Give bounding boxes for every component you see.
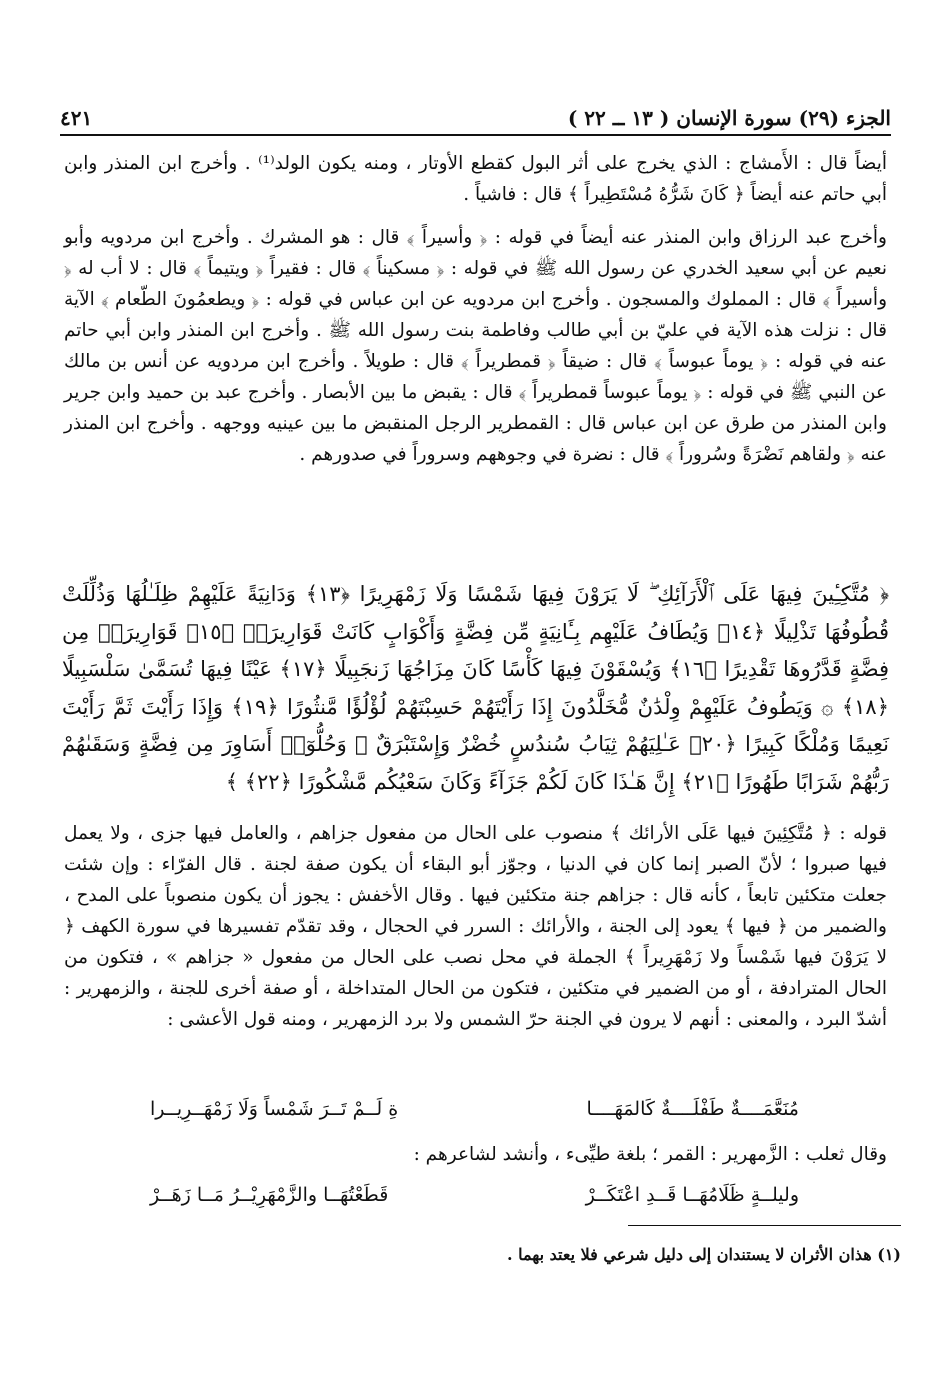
hemistich-left: ةِ لَــمْ تَــرَ شَمْساً وَلَا زَمْهَــرِيــرا <box>150 1098 399 1120</box>
page-number: ٤٢١ <box>60 106 93 130</box>
running-title: الجزء (٢٩) سورة الإنسان ( ١٣ ــ ٢٢ ) <box>567 106 891 130</box>
paragraph: وأخرج عبد الرزاق وابن المنذر عنه أيضاً في قوله : ﴿ وأسيراً ﴾ قال : هو المشرك . وأخرج ابن مردويه وأبو نعيم عن أبي سعيد الخدري عن رسول الله ﷺ في قوله : ﴿ مسكيناً ﴾ قال : فقيراً ﴿ ويتيماً ﴾ قال : لا أب له ﴿ وأسيراً ﴾ قال : المملوك والمسجون . وأخرج ابن مردويه عن ابن عباس في قوله : ﴿ ويطعمُونَ الطّعام ﴾ الآية قال : نزلت هذه الآية في عليّ بن أبي طالب وفاطمة بنت رسول الله ﷺ . وأخرج ابن المنذر وابن أبي حاتم عنه في قوله : ﴿ يوماً عبوساً ﴾ قال : ضيقاً ﴿ قمطريراً ﴾ قال : طويلاً . وأخرج ابن مردويه عن أنس بن مالك عن النبي ﷺ في قوله : ﴿ يوماً عبوساً قمطريراً ﴾ قال : يقبض ما بين الأبصار . وأخرج عبد بن حميد وابن جرير وابن المنذر من طرق عن ابن عباس قال : القمطرير الرجل المنقبض ما بين عينيه ووجهه . وأخرج ابن المنذر عنه ﴿ ولقاهم نَضْرَةً وسُروراً ﴾ قال : نضرة في وجوههم وسروراً في صدورهم . <box>64 227 887 465</box>
paragraph: قوله : ﴿ مُتَّكِئِينَ فيها عَلَى الأرائك ﴾ منصوب على الحال من مفعول جزاهم ، والعامل فيها جزى ، ولا يعمل فيها صبروا ؛ لأنّ الصبر إنما كان في الدنيا ، وجوّز أبو البقاء أن يكون صفة لجنة . قال الفرّاء : وإن شئت جعلت متكئين تابعاً ، كأنه قال : جزاهم جنة متكئين فيها . وقال الأخفش : يجوز أن يكون منصوباً على المدح ، والضمير من ﴿ فيها ﴾ يعود إلى الجنة ، والأرائك : السرر في الحجال ، وقد تقدّم تفسيرها في سورة الكهف ﴿ لا يَرَوْنَ فيها شَمْساً ولا زَمْهَرِيراً ﴾ الجملة في محل نصب على الحال من مفعول « جزاهم » ، فتكون من الحال المترادفة ، أو من الضمير في متكئين ، فتكون من الحال المتداخلة ، أو صفة أخرى للجنة ، والزمهرير : أشدّ البرد ، والمعنى : أنهم لا يرون في الجنة حرّ الشمس ولا برد الزمهرير ، ومنه قول الأعشى : <box>64 823 887 1030</box>
footnote: (١) هذان الأثران لا يستندان إلى دليل شرعي فلا يعتد بهما . <box>506 1245 901 1264</box>
commentary-top <box>64 148 887 482</box>
commentary-mid <box>64 1139 887 1182</box>
quran-verses: ﴿ مُتَّكِـِٔينَ فِيهَا عَلَى ٱلْأَرَآئِكِ ۖ لَا يَرَوْنَ فِيهَا شَمْسًا وَلَا زَمْهَرِيرًا ﴿١٣﴾ وَدَانِيَةً عَلَيْهِمْ ظِلَـٰلُهَا وَذُلِّلَتْ قُطُوفُهَا تَذْلِيلًا ﴿١٤﴾ وَيُطَافُ عَلَيْهِم بِـَٔانِيَةٍ مِّن فِضَّةٍ وَأَكْوَابٍ كَانَتْ قَوَارِيرَا۠ ﴿١٥﴾ قَوَارِيرَا۟ مِن فِضَّةٍ قَدَّرُوهَا تَقْدِيرًا ﴿١٦﴾ وَيُسْقَوْنَ فِيهَا كَأْسًا كَانَ مِزَاجُهَا زَنجَبِيلًا ﴿١٧﴾ عَيْنًا فِيهَا تُسَمَّىٰ سَلْسَبِيلًا ﴿١٨﴾ ۞ وَيَطُوفُ عَلَيْهِمْ وِلْدَٰنٌ مُّخَلَّدُونَ إِذَا رَأَيْتَهُمْ حَسِبْتَهُمْ لُؤْلُؤًا مَّنثُورًا ﴿١٩﴾ وَإِذَا رَأَيْتَ ثَمَّ رَأَيْتَ نَعِيمًا وَمُلْكًا كَبِيرًا ﴿٢٠﴾ عَـٰلِيَهُمْ ثِيَابُ سُندُسٍ خُضْرٌ وَإِسْتَبْرَقٌ ۖ وَحُلُّوٓا۟ أَسَاوِرَ مِن فِضَّةٍ وَسَقَىٰهُمْ رَبُّهُمْ شَرَابًا طَهُورًا ﴿٢١﴾ إِنَّ هَـٰذَا كَانَ لَكُمْ جَزَآءً وَكَانَ سَعْيُكُم مَّشْكُورًا ﴿٢٢﴾ ﴾ <box>62 582 889 794</box>
page-header <box>60 96 891 130</box>
poem-verse-1 <box>150 1098 799 1120</box>
footnote-divider <box>628 1225 901 1226</box>
header-divider <box>60 134 891 136</box>
hemistich-left: قَطَعْتُهَــا والزَّمْهَرِيْــرُ مَــا زَهَــرْ <box>150 1184 389 1206</box>
paragraph: وقال ثعلب : الزَّمهرير : القمر ؛ بلغة طيِّىء ، وأنشد لشاعرهم : <box>413 1144 887 1165</box>
poem-verse-2 <box>150 1184 799 1206</box>
paragraph: أيضاً قال : الأَمشاج : الذي يخرج على أثر البول كقطع الأوتار ، ومنه يكون الولد⁽¹⁾ . وأخرج ابن المنذر وابن أبي حاتم عنه أيضاً ﴿ كَانَ شَرُّهُ مُسْتَطِيراً ﴾ قال : فاشياً . <box>64 153 887 205</box>
hemistich-right: وليلــةٍ ظَلَامُهَــا قَــدِ اعْتَكَــرْ <box>585 1184 799 1206</box>
commentary-bottom <box>64 818 887 1047</box>
hemistich-right: مُنَعَّمَــــةٌ طَفْلَــــةٌ كَالمَهَــــا <box>586 1098 799 1120</box>
